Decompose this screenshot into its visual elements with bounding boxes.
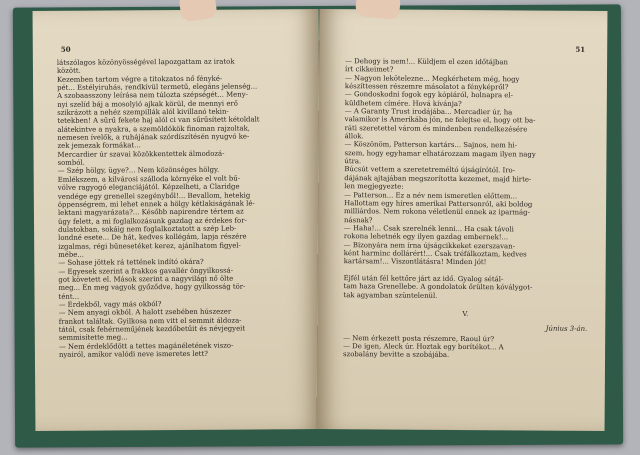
text-line: alátekintve a nyakra, a szemöldökök finoman rajzoltak, (57, 124, 250, 134)
text-line: — Dehogy is nem!... Küldjem el ezen időtájban (345, 57, 509, 67)
text-line: Mercardier úr szavai közökkentettek álmodozá- (57, 149, 225, 159)
text-line: A szobaasszony leírása nem túlozta szépségét... Meny- (57, 90, 248, 101)
text-line: — A Garanty Trust irodájába... Mercadier úr, ha (344, 107, 513, 117)
text-line: írt cikkeimet? (345, 65, 394, 74)
text-line: nyairól, amikor valódi neve ismeretes lett? (58, 349, 208, 359)
text-line: között. (56, 67, 81, 76)
text-line: got követett el. Mások szerint a nagyvilági nő ölte (58, 274, 234, 284)
text-line: dulatokban, sokáig nem foglalkoztatott a szép Leb- (58, 224, 237, 234)
text-line: — Nem anyagi okból. A halott zsebében húszezer (58, 307, 232, 318)
text-line: rokona lehetnék egy ilyen gazdag embernek!... (343, 232, 509, 242)
text-line: Emlékszem, a kilvárosi szálloda környéke el volt bű- (57, 174, 241, 184)
text-line: szem, hogy egyhamar elhatározzam magam ilyen nagy (344, 148, 536, 159)
text-line: kartársam!... Viszontlátásra! Minden jót! (343, 257, 487, 267)
text-line: — Nem érdeklődött a tettes magánéletének viszo- (58, 341, 234, 351)
text-line: öppenségrem, mi lehet ennek a hölgy kétlakiságának lé- (57, 199, 255, 209)
text-line: nyi szelíd báj a mosolyió ajkak körül, de mennyi erő (57, 99, 238, 109)
text-line: — Gondoskodni fogok egy kópiáról, holnapra el- (344, 90, 513, 100)
text-line: len megjegyezte: (344, 182, 404, 191)
text-line: ráti szeretettel várom és mindenben rendelkezésére (344, 123, 528, 134)
text-line: milliárdos. Nem rokona véletlenül ennek az iparmág- (344, 207, 530, 217)
text-line: ügy felett, a mi foglalkozásunk gazdag az érdekes for- (57, 216, 247, 226)
right-page-number: 51 (575, 44, 586, 54)
text-line: pét... Estélyiruhás, rendkívül termetű, elegáns jelenség... (57, 82, 258, 92)
text-line: izgalmas, régi bűnesetéket kerez, ajánlhatom figyel- (58, 241, 241, 251)
text-line: küldhetem címére. Hová kívánja? (344, 98, 462, 108)
text-line: tától, csak fehérneműjének kezdőbetűit és névjegyeit (58, 324, 246, 334)
text-line: Éjfél után fél kettőre járt az idő. Gyalog sétál- (343, 274, 504, 284)
text-line: mébe... (58, 250, 84, 259)
text-line: állok. (344, 132, 364, 141)
text-line: — Patterson... Ez a név nem ismeretlen előttem... (344, 190, 518, 200)
text-line: szikrázott a nehéz szempillák alól kivillanó tekin- (57, 107, 229, 117)
text-line: somból. (57, 158, 85, 167)
text-line: vendége egy grenellei szegényből!... Bevallom, hetekig (57, 190, 251, 201)
text-line: — Szép hölgy, ügye?... Nem közönséges hölgy. (57, 166, 220, 176)
chapter-heading: V. (462, 309, 469, 319)
text-line: londné esete... De hát, kedves kollégám, lapja részére (58, 232, 247, 243)
right-page-lines (343, 57, 589, 301)
text-line: — Nagyon lekötelezne... Megkérhetem még, hogy (344, 73, 520, 84)
text-line: — Nem érkezett posta részemre, Raoul úr? (343, 333, 495, 343)
right-page-text (343, 57, 589, 360)
text-line: útra. (344, 157, 362, 166)
text-line: meg... Én meg vagyok győződve, hogy gyilkosság tör- (58, 282, 246, 293)
text-line: Kezemben tartom végre a titokzatos nő fényké- (56, 74, 223, 84)
left-page-text (57, 57, 307, 359)
text-line: Hallottam egy híres amerikai Pattersonról, aki boldog (344, 199, 533, 209)
text-line: — Haha!... Csak szerelnék lenni... Ha csak távoli (343, 224, 514, 234)
text-line: völve ragyogó eleganciájától. Képzelheti, a Claridge (57, 182, 240, 192)
text-line: szobalány bevitte a szobájába. (343, 350, 450, 360)
text-line: — De igen, Aleck úr. Hoztak egy borítékot... A (343, 342, 504, 352)
text-line: frankot találtak. Gyilkosa nem vitt el semmit áldoza- (58, 316, 242, 326)
text-line: semmisítette meg... (58, 333, 128, 343)
text-line: — Érdekből, vagy más okból? (58, 300, 162, 309)
text-line: zek jemezak formákat... (57, 141, 141, 151)
text-line: tam haza Grenellebe. A gondolatok őrülten kóválygot- (343, 282, 533, 292)
left-page-number: 50 (60, 44, 71, 54)
text-line: készíttessen részemre másolatot a fényképről? (344, 82, 509, 92)
text-line: lektani magyarázata?... Később napirendre tértem az (57, 207, 244, 218)
text-line: tak agyamban szüntelenül. (343, 290, 438, 300)
right-page (317, 9, 608, 431)
text-line: — Sohase jöttek rá tettének indító okára? (58, 258, 204, 268)
text-line: ként harminc dollárért!... Csak tréfálkoztam, kedves (343, 249, 527, 259)
left-page (33, 9, 322, 431)
text-line: násnak? (343, 215, 373, 224)
text-line: nemesen ívelők, a ruhájának szórdíszítésén nyugvó ke- (57, 132, 250, 142)
text-line: dájának ajtajában megszorította kezemet, majd hirte- (344, 173, 532, 184)
text-line: tént... (58, 292, 80, 301)
text-line: látszólagos közönyösségével lapozgattam az iratok (56, 57, 235, 67)
right-page-closing (343, 334, 587, 361)
text-line: Búcsút vettem a szeretetreméltó újságírótól. Iro- (344, 165, 516, 175)
text-line: — Bizonyára nem írna újságcikkeket ezerszavan- (343, 240, 515, 250)
chapter-date: Június 3-án. (545, 324, 588, 334)
text-line: tetekben! A sűrű fekete haj alól ci van sűrűsített kétoldalt (57, 115, 260, 126)
text-line: — Egyesek szerint a frakkos gavallér öngyilkossá- (58, 266, 234, 276)
text-line: — Köszönöm, Patterson kartárs... Sajnos, nem hi- (344, 140, 517, 150)
text-line: valamikor is Amerikába jön, ne felejtse el, hogy ott ba- (344, 115, 536, 125)
